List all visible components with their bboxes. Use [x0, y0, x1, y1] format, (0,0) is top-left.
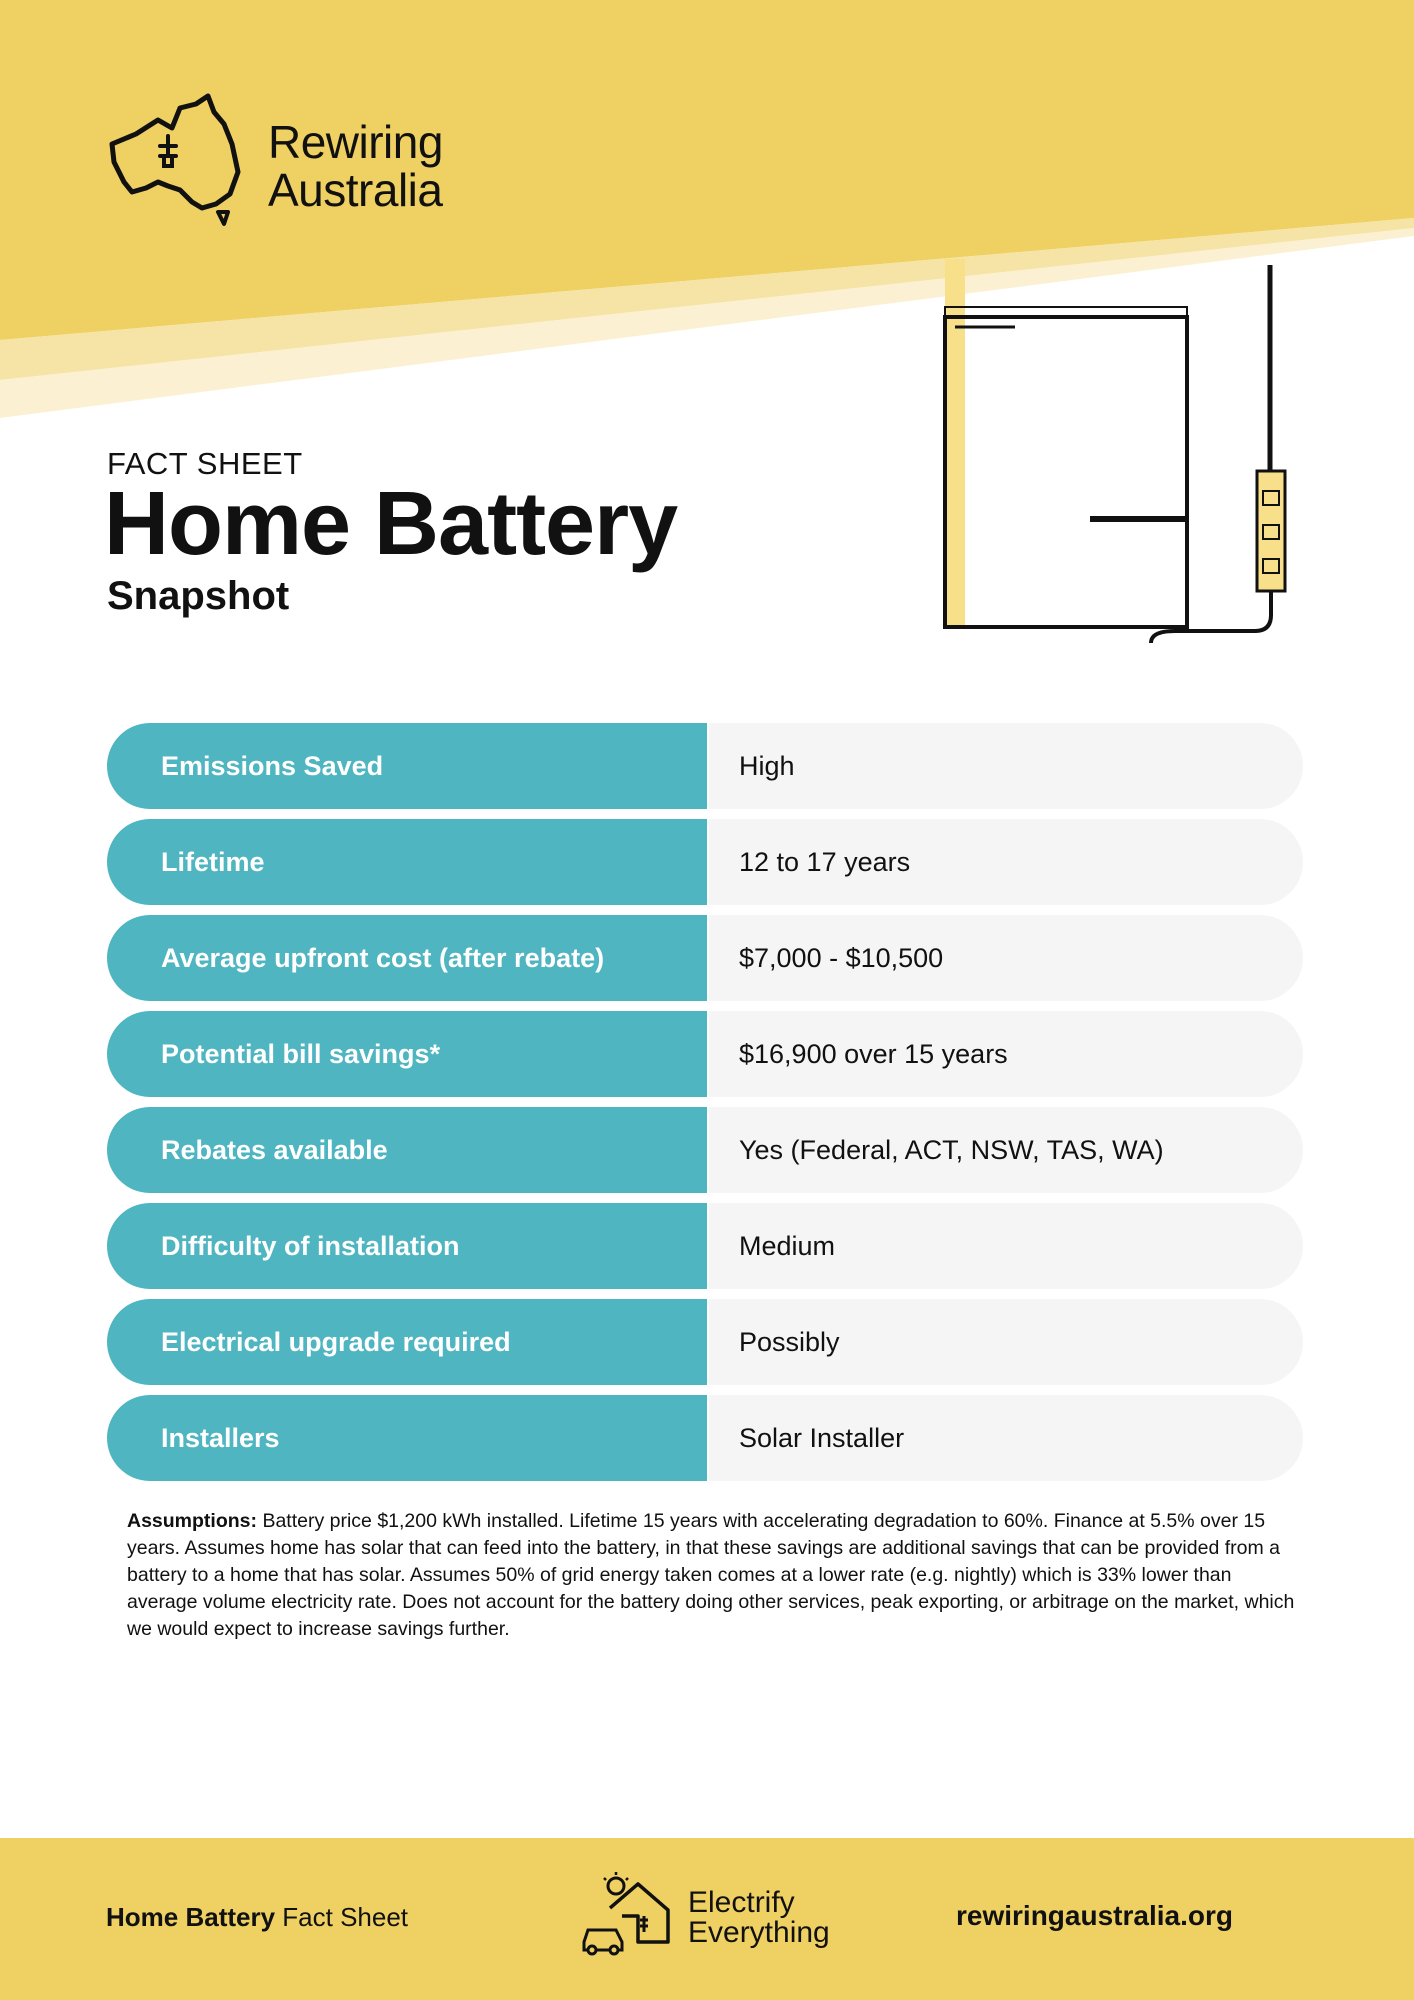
logo-line-2: Australia	[268, 164, 443, 216]
logo-line-1: Rewiring	[268, 116, 443, 168]
fact-value: 12 to 17 years	[709, 819, 1303, 905]
footer-title	[106, 1902, 408, 1933]
assumptions-text: Battery price $1,200 kWh installed. Lifetime 15 years with accelerating degradation to 60%. Finance at 5.5% over 15 years. Assumes home has solar that can feed into the battery, in that these savings are additional savings that can be provided from a battery to a home that has solar. Assumes 50% of grid energy taken comes at a lower rate (e.g. nightly) which is 33% lower than average volume electricity rate. Does not account for the battery doing other services, peak exporting, or arbitrage on the market, which we would expect to increase savings further.	[127, 1510, 1295, 1640]
website-link[interactable]: rewiringaustralia.org	[956, 1900, 1233, 1931]
page-title: Home Battery	[104, 474, 678, 574]
fact-sheet-kicker: FACT SHEET	[107, 446, 303, 481]
fact-value: Solar Installer	[709, 1395, 1303, 1481]
logo-wordmark	[268, 118, 443, 214]
fact-value: $16,900 over 15 years	[709, 1011, 1303, 1097]
fact-row	[107, 723, 1303, 809]
footer-title-rest: Fact Sheet	[282, 1902, 409, 1932]
fact-label: Lifetime	[107, 819, 707, 905]
fact-row	[107, 1011, 1303, 1097]
fact-label: Emissions Saved	[107, 723, 707, 809]
house-car-icon	[580, 1870, 680, 1960]
fact-label: Installers	[107, 1395, 707, 1481]
fact-value: Medium	[709, 1203, 1303, 1289]
fact-row	[107, 1203, 1303, 1289]
footer-title-bold: Home Battery	[106, 1902, 276, 1932]
page-subtitle: Snapshot	[107, 574, 290, 618]
fact-label: Potential bill savings*	[107, 1011, 707, 1097]
fact-label: Average upfront cost (after rebate)	[107, 915, 707, 1001]
australia-map-icon	[106, 90, 256, 240]
footer	[0, 1838, 1414, 2000]
fact-label: Electrical upgrade required	[107, 1299, 707, 1385]
electrify-everything-logo[interactable]	[580, 1870, 850, 1960]
assumptions-note	[127, 1508, 1307, 1643]
fact-label: Rebates available	[107, 1107, 707, 1193]
ee-line-2: Everything	[688, 1916, 830, 1949]
home-battery-illustration	[935, 255, 1295, 655]
ee-line-1: Electrify	[688, 1886, 795, 1919]
fact-label: Difficulty of installation	[107, 1203, 707, 1289]
fact-row	[107, 1299, 1303, 1385]
fact-value: High	[709, 723, 1303, 809]
fact-value: Possibly	[709, 1299, 1303, 1385]
assumptions-label: Assumptions:	[127, 1510, 258, 1532]
fact-row	[107, 915, 1303, 1001]
fact-value: Yes (Federal, ACT, NSW, TAS, WA)	[709, 1107, 1303, 1193]
fact-row	[107, 819, 1303, 905]
rewiring-australia-logo[interactable]	[106, 90, 466, 240]
fact-table	[107, 723, 1303, 1491]
fact-row	[107, 1107, 1303, 1193]
electrify-everything-wordmark	[688, 1888, 830, 1948]
fact-value: $7,000 - $10,500	[709, 915, 1303, 1001]
fact-row	[107, 1395, 1303, 1481]
